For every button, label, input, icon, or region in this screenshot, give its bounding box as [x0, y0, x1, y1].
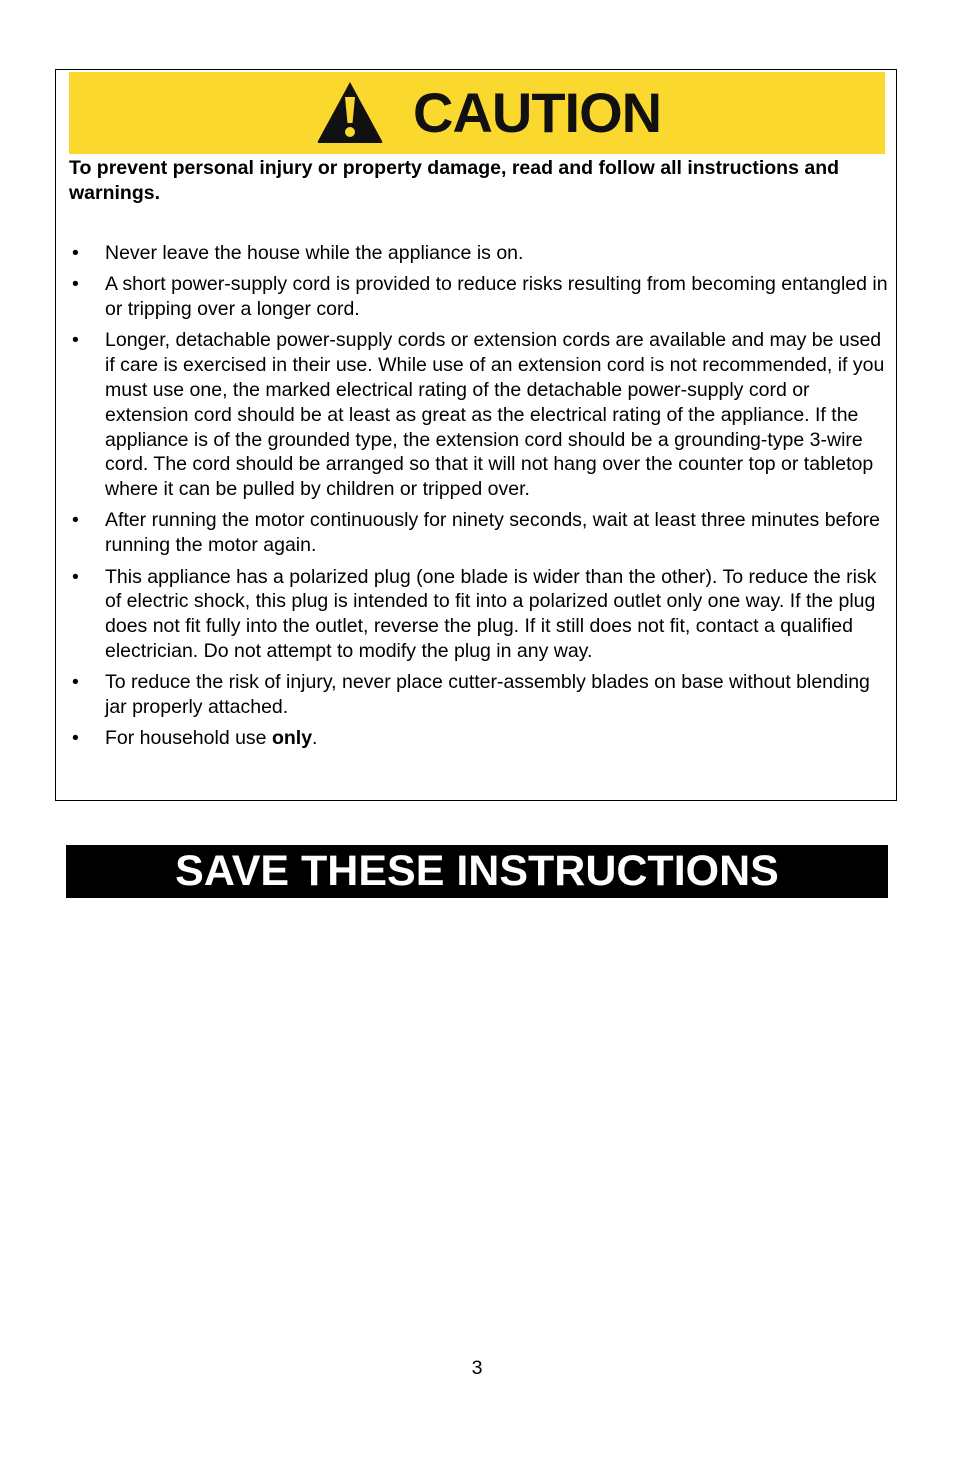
caution-intro: To prevent personal injury or property damage, read and follow all instructions and warnings.: [69, 157, 840, 204]
bullet-icon: •: [72, 565, 79, 588]
list-item-text: To reduce the risk of injury, never place cutter-assembly blades on base without blending jar properly attached.: [105, 671, 870, 719]
bullet-icon: •: [72, 509, 79, 532]
list-item: [69, 726, 893, 751]
list-item: [69, 328, 893, 502]
list-item: [69, 670, 893, 720]
list-item-text: Longer, detachable power-supply cords or extension cords are available and may be used if care is exercised in their use. While use of an extension cord is not recommended, if you must use one, the marked electrical rating of the detachable power-supply cord or extension cord should be at least as great as the electrical rating of the appliance. If the appliance is of the grounded type, the extension cord should be a grounding-type 3-wire cord. The cord should be arranged so that it will not hang over the counter top or tabletop where it can be pulled by children or tripped over.: [105, 329, 885, 501]
bullet-icon: •: [72, 273, 79, 296]
bullet-icon: •: [72, 242, 79, 264]
list-item-period: .: [312, 727, 318, 750]
list-item-text: For household use: [105, 727, 272, 750]
list-item: [69, 508, 893, 558]
caution-list: [69, 241, 893, 751]
bullet-icon: •: [72, 671, 79, 694]
list-item-text: A short power-supply cord is provided to reduce risks resulting from becoming entangled in or tripping over a longer cord.: [105, 273, 888, 321]
list-item-text: This appliance has a polarized plug (one blade is wider than the other). To reduce the risk of electric shock, this plug is intended to fit into a polarized outlet only one way. If the plug does not fit fully into the outlet, reverse the plug. If it still does not fit, contact a qualified electrician. Do not attempt to modify the plug in any way.: [105, 565, 877, 662]
bullet-icon: •: [72, 727, 79, 750]
bullet-icon: •: [72, 329, 79, 352]
list-item: [69, 272, 893, 322]
warning-triangle-icon: [315, 79, 385, 145]
caution-word: CAUTION: [413, 81, 662, 144]
list-item-text: Never leave the house while the appliance is on.: [105, 242, 524, 264]
list-item-text: After running the motor continuously for ninety seconds, wait at least three minutes before running the motor again.: [105, 509, 881, 557]
emphasis-only: only: [271, 727, 313, 750]
list-item: [69, 241, 893, 266]
caution-box: [55, 69, 897, 801]
caution-banner: [69, 72, 885, 154]
list-item: [69, 565, 893, 664]
page-number: 3: [471, 1357, 483, 1379]
save-instructions-banner: SAVE THESE INSTRUCTIONS: [66, 845, 888, 898]
